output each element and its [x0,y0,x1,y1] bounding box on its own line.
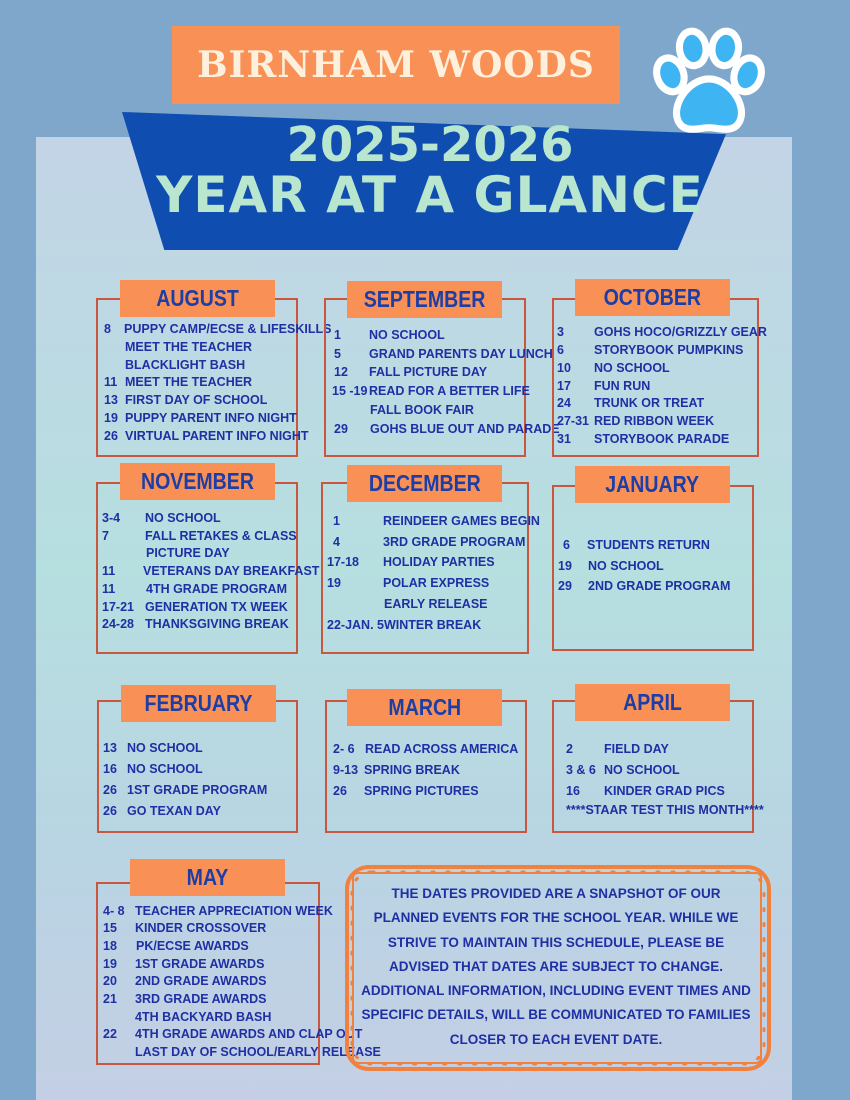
event-row: 15 -19 READ FOR A BETTER LIFE [332,384,530,398]
event-row: 11 4TH GRADE PROGRAM [102,582,287,596]
event-row: 8 PUPPY CAMP/ECSE & LIFESKILLS [104,322,332,336]
event-row: 19 1ST GRADE AWARDS [103,957,265,971]
school-name: BIRNHAM WOODS [197,44,595,86]
month-title-november: NOVEMBER [120,463,275,500]
event-row: 16 KINDER GRAD PICS [566,784,725,798]
month-title-october: OCTOBER [575,279,730,316]
month-title-september: SEPTEMBER [347,281,502,318]
event-row: 12 FALL PICTURE DAY [334,365,488,379]
event-row: 22 4TH GRADE AWARDS AND CLAP OUT [103,1027,363,1041]
month-title-january: JANUARY [575,466,730,503]
event-row: 17-21 GENERATION TX WEEK [102,600,288,614]
event-row: 26 GO TEXAN DAY [103,804,222,818]
event-row: 29 2ND GRADE PROGRAM [558,579,731,593]
event-row: 3 GOHS HOCO/GRIZZLY GEAR [557,325,767,339]
event-row: 19 NO SCHOOL [558,559,664,573]
event-row: 3 & 6 NO SCHOOL [566,763,680,777]
event-row: 21 3RD GRADE AWARDS [103,992,267,1006]
event-row: 26 VIRTUAL PARENT INFO NIGHT [104,429,309,443]
event-row: 27-31 RED RIBBON WEEK [557,414,715,428]
disclaimer-text: THE DATES PROVIDED ARE A SNAPSHOT OF OUR PLANNED EVENTS FOR THE SCHOOL YEAR. WHILE WE STRIVE TO MAINTAIN THIS SCHEDULE, PLEASE BE ADVISED THAT DATES ARE SUBJECT TO CHANGE. ADDITIONAL INFORMATION, INCLUDING EVENT TIMES AND SPECIFIC DETAILS, WILL BE COMMUNICATED TO FAMILIES CLOSER TO EACH EVENT DATE. [361,886,751,1047]
event-row: 6 STORYBOOK PUMPKINS [557,343,744,357]
school-name-banner [172,26,620,104]
event-row: 11 MEET THE TEACHER [104,375,253,389]
month-title-may: MAY [130,859,285,896]
event-row: 2 FIELD DAY [566,742,669,756]
event-row: 29 GOHS BLUE OUT AND PARADE [334,422,560,436]
event-row: 22-JAN. 5 WINTER BREAK [327,618,482,632]
school-year: 2025-2026 [286,117,574,173]
event-row: 5 GRAND PARENTS DAY LUNCH [334,347,553,361]
event-row: 19 PUPPY PARENT INFO NIGHT [104,411,297,425]
page-title [150,117,710,224]
paw-print-icon [648,22,770,144]
event-row: 26 SPRING PICTURES [333,784,479,798]
event-row: 9-13 SPRING BREAK [333,763,460,777]
month-title-august: AUGUST [120,280,275,317]
event-row: 4 3RD GRADE PROGRAM [333,535,526,549]
event-row: 2- 6 READ ACROSS AMERICA [333,742,519,756]
event-row: 4- 8 TEACHER APPRECIATION WEEK [103,904,333,918]
event-row: 1 REINDEER GAMES BEGIN [333,514,540,528]
event-row: 18 PK/ECSE AWARDS [103,939,249,953]
event-row: 13 NO SCHOOL [103,741,203,755]
event-row: 17 FUN RUN [557,379,651,393]
event-row: 24 TRUNK OR TREAT [557,396,705,410]
year-at-a-glance-title: YEAR AT A GLANCE [156,166,704,224]
event-row: 17-18 HOLIDAY PARTIES [327,555,495,569]
event-row: 11 VETERANS DAY BREAKFAST [102,564,320,578]
month-title-april: APRIL [575,684,730,721]
event-row: 31 STORYBOOK PARADE [557,432,730,446]
event-row: 13 FIRST DAY OF SCHOOL [104,393,268,407]
event-row: 16 NO SCHOOL [103,762,203,776]
month-title-march: MARCH [347,689,502,726]
staar-test-note: ****STAAR TEST THIS MONTH**** [566,803,764,817]
event-row: 24-28 THANKSGIVING BREAK [102,617,289,631]
event-row: 20 2ND GRADE AWARDS [103,974,267,988]
event-row: 10 NO SCHOOL [557,361,670,375]
event-row: 26 1ST GRADE PROGRAM [103,783,268,797]
event-row: 15 KINDER CROSSOVER [103,921,267,935]
event-row: 19 POLAR EXPRESS [327,576,490,590]
event-row: 1 NO SCHOOL [334,328,445,342]
month-title-december: DECEMBER [347,465,502,502]
event-row: 6 STUDENTS RETURN [563,538,710,552]
event-row: 3-4 NO SCHOOL [102,511,221,525]
month-title-february: FEBRUARY [121,685,276,722]
event-row: 7 FALL RETAKES & CLASS [102,529,297,543]
